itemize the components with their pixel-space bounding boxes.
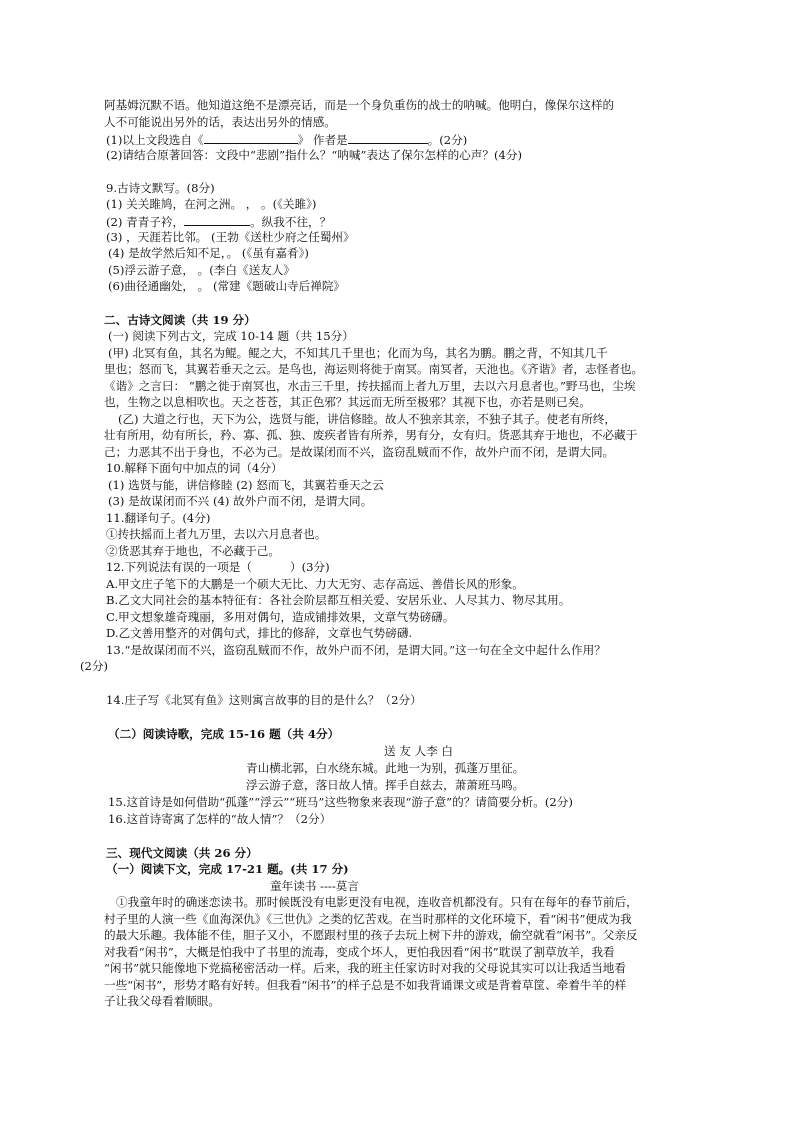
question-text: ）(3分) xyxy=(289,560,330,574)
question-title: 14.庄子写《北冥有鱼》这则寓言故事的目的是什么？（2分） xyxy=(106,693,422,707)
question-title: 9.古诗文默写。(8分) xyxy=(106,181,215,195)
passage-line: 《谐》之言曰： “鹏之徙于南冥也，水击三千里，抟扶摇而上者九万里，去以六月息者也。”野马也，尘埃 xyxy=(104,379,636,393)
question-text: 12.下列说法有误的一项是（ xyxy=(106,560,252,574)
question-title xyxy=(106,559,702,575)
passage-line: 也，生物之以息相吹也。天之苍苍，其正色邪？其远而无所至极邪？其视下也，亦若是则已矣。 xyxy=(104,395,591,409)
question-title: 10.解释下面句中加点的词（4分） xyxy=(106,461,283,475)
passage-line: 里也；怒而飞，其翼若垂天之云。是鸟也，海运则将徙于南冥。南冥者，天池也。《齐谐》者，志怪者也。 xyxy=(104,362,644,376)
question-line: (5)浮云游子意， 。(李白《送友人》 xyxy=(108,263,295,277)
question-line: (2)请结合原著回答：文段中“悲剧”指什么？“呐喊”表达了保尔怎样的心声？(4分) xyxy=(106,148,522,162)
option-line: A.甲文庄子笔下的大鹏是一个硕大无比、力大无穷、志存高远、善借长风的形象。 xyxy=(106,577,524,591)
question-line: (2分) xyxy=(80,659,109,673)
answer-blank[interactable] xyxy=(348,131,428,144)
article-line: ①我童年时的确迷恋读书。那时候既没有电影更没有电视，连收音机都没有。只有在每年的春节前后， xyxy=(116,895,638,909)
question-text: (1)以上文段选自《 xyxy=(106,133,204,147)
passage-line: 壮有所用，幼有所长，矜、寡、孤、独、废疾者皆有所养，男有分，女有归。货恶其弃于地也，不必藏于 xyxy=(104,428,638,442)
question-text: 。纵我不往，？ xyxy=(250,215,332,229)
question-text: (2) 青青子衿， xyxy=(106,215,185,229)
question-line: (1) 关关雎鸠，在河之洲。 ， 。(《关雎》) xyxy=(106,197,317,211)
article-line: “闲书”就只能像地下党搞秘密活动一样。后来，我的班主任家访时对我的父母说其实可以让我适当地看 xyxy=(104,961,626,975)
option-line: C.甲文想象雄奇瑰丽，多用对偶句，造成铺排效果，文章气势磅礴。 xyxy=(106,610,455,624)
question-line: ②货恶其弃于地也，不必藏于己。 xyxy=(106,544,280,558)
answer-blank[interactable] xyxy=(184,213,250,226)
article-line: 一些“闲书”，形势才略有好转。但我看“闲书”的样子总是不如我背诵课文或是背着草筐、牵着牛羊的样 xyxy=(104,978,627,992)
passage-line: (乙) 大道之行也，天下为公，选贤与能，讲信修睦。故人不独亲其亲，不独子其子。使老有所终， xyxy=(118,412,616,426)
question-line: ①抟扶摇而上者九万里，去以六月息者也。 xyxy=(106,527,327,541)
article-line: 的最大乐趣。我体能不佳，胆子又小，不愿跟村里的孩子去玩上树下井的游戏，偷空就看“闲书”。父亲反 xyxy=(104,928,638,942)
answer-blank[interactable] xyxy=(204,131,298,144)
question-title: 15.这首诗是如何借助“孤蓬”“浮云”“班马”这些物象来表现“游子意”的？请简要分析。(2分) xyxy=(108,795,573,809)
question-line: (4) 是故学然后知不足，。 (《虽有嘉肴》) xyxy=(108,246,309,260)
question-line xyxy=(106,131,702,148)
poem-line: 浮云游子意，落日故人情。挥手自兹去，萧萧班马鸣。 xyxy=(246,778,525,792)
passage-line: 人不可能说出另外的话，表达出另外的情感。 xyxy=(104,115,336,129)
poem-title: 送 友 人李 白 xyxy=(384,744,454,758)
passage-line: 阿基姆沉默不语。他知道这绝不是漂亮话，而是一个身负重伤的战士的呐喊。他明白，像保尔这样的 xyxy=(104,98,615,112)
option-line: D.乙文善用整齐的对偶句式，排比的修辞，文章也气势磅礴. xyxy=(106,626,413,640)
subsection-heading: （一）阅读下文，完成 17-21 题。(共 17 分) xyxy=(106,862,349,876)
poem-line: 青山横北郭，白水绕东城。此地一为别，孤蓬万里征。 xyxy=(246,761,525,775)
article-line: 村子里的人演一些《血海深仇》《三世仇》之类的忆苦戏。在当时那样的文化环境下，看“闲书”便成为我 xyxy=(104,912,632,926)
question-title: 16.这首诗寄寓了怎样的“故人情”？（2分） xyxy=(108,812,332,826)
article-title: 童年读书 ----莫言 xyxy=(270,879,359,893)
question-title: 13.“是故谋闭而不兴，盗窃乱贼而不作，故外户而不闭，是谓大同。”这一句在全文中起什么作用？ xyxy=(106,643,606,657)
question-line xyxy=(106,213,702,230)
subsection-heading: (一) 阅读下列古文，完成 10-14 题（共 15分） xyxy=(108,329,354,343)
question-text: 》 作者是 xyxy=(297,133,348,147)
question-title: 11.翻译句子。(4分) xyxy=(106,511,211,525)
question-line: (3) 是故谋闭而不兴 (4) 故外户而不闭，是谓大同。 xyxy=(108,494,373,508)
section-heading: 三、现代文阅读（共 26 分） xyxy=(106,846,258,860)
article-line: 子让我父母看着顺眼。 xyxy=(104,994,220,1008)
subsection-heading: （二）阅读诗歌，完成 15-16 题（共 4分） xyxy=(108,727,340,741)
question-line: (6)曲径通幽处， 。 (常建《题破山寺后禅院》 xyxy=(108,279,346,293)
question-line: (3) ，天涯若比邻。 (王勃《送杜少府之任蜀州》 xyxy=(106,230,355,244)
passage-line: 己；力恶其不出于身也，不必为己。是故谋闭而不兴，盗窃乱贼而不作，故外户而不闭，是谓大同。 xyxy=(104,445,615,459)
question-line: (1) 选贤与能，讲信修睦 (2) 怒而飞，其翼若垂天之云 xyxy=(108,478,384,492)
question-text: 。(2分) xyxy=(427,133,468,147)
section-heading: 二、古诗文阅读（共 19 分） xyxy=(104,313,256,327)
article-line: 对我看“闲书”，大概是怕我中了书里的流毒，变成个坏人，更怕我因看“闲书”耽误了割草放羊，我看 xyxy=(104,945,615,959)
passage-line: (甲) 北冥有鱼，其名为鲲。鲲之大，不知其几千里也；化而为鸟，其名为鹏。鹏之背，不知其几千 xyxy=(108,346,608,360)
option-line: B.乙文大同社会的基本特征有：各社会阶层都互相关爱、安居乐业、人尽其力、物尽其用。 xyxy=(106,593,571,607)
